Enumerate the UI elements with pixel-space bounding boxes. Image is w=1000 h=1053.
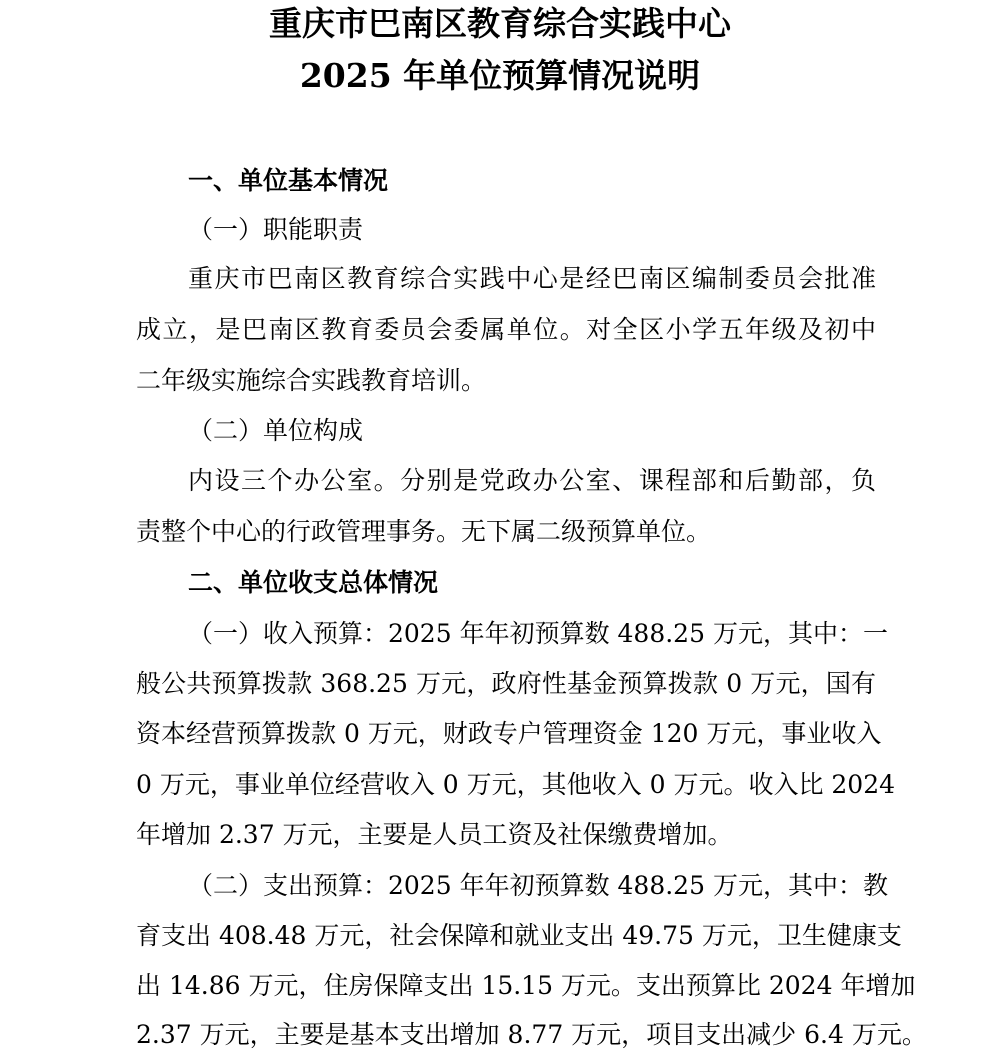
paragraph-line: 重庆市巴南区教育综合实践中心是经巴南区编制委员会批准 bbox=[188, 264, 876, 293]
paragraph-line: 责整个中心的行政管理事务。无下属二级预算单位。 bbox=[136, 517, 712, 546]
paragraph-line: 资本经营预算拨款 0 万元，财政专户管理资金 120 万元，事业收入 bbox=[136, 719, 882, 748]
paragraph-line: 0 万元，事业单位经营收入 0 万元，其他收入 0 万元。收入比 2024 bbox=[136, 770, 896, 799]
paragraph-line: 育支出 408.48 万元，社会保障和就业支出 49.75 万元，卫生健康支 bbox=[136, 921, 902, 950]
paragraph-line: 出 14.86 万元，住房保障支出 15.15 万元。支出预算比 2024 年增加 bbox=[136, 971, 916, 1000]
paragraph-line: （一）收入预算：2025 年年初预算数 488.25 万元，其中：一 bbox=[188, 619, 888, 648]
paragraph-line: 内设三个办公室。分别是党政办公室、课程部和后勤部，负 bbox=[188, 466, 876, 495]
section-2-heading: 二、单位收支总体情况 bbox=[188, 568, 439, 597]
paragraph-line: 二年级实施综合实践教育培训。 bbox=[136, 366, 487, 395]
paragraph-line: （二）支出预算：2025 年年初预算数 488.25 万元，其中：教 bbox=[188, 871, 888, 900]
paragraph-line: 年增加 2.37 万元，主要是人员工资及社保缴费增加。 bbox=[136, 820, 733, 849]
paragraph-line: 般公共预算拨款 368.25 万元，政府性基金预算拨款 0 万元，国有 bbox=[136, 669, 876, 698]
section-1-sub-2-heading: （二）单位构成 bbox=[188, 416, 364, 445]
paragraph-line: 2.37 万元，主要是基本支出增加 8.77 万元，项目支出减少 6.4 万元。 bbox=[136, 1020, 927, 1049]
paragraph-line: 成立，是巴南区教育委员会委属单位。对全区小学五年级及初中 bbox=[136, 315, 876, 344]
document-title-line-1: 重庆市巴南区教育综合实践中心 bbox=[269, 4, 731, 43]
section-1-sub-1-heading: （一）职能职责 bbox=[188, 215, 364, 244]
section-1-heading: 一、单位基本情况 bbox=[188, 166, 389, 195]
document-title-line-2: 2025 年单位预算情况说明 bbox=[299, 56, 701, 95]
